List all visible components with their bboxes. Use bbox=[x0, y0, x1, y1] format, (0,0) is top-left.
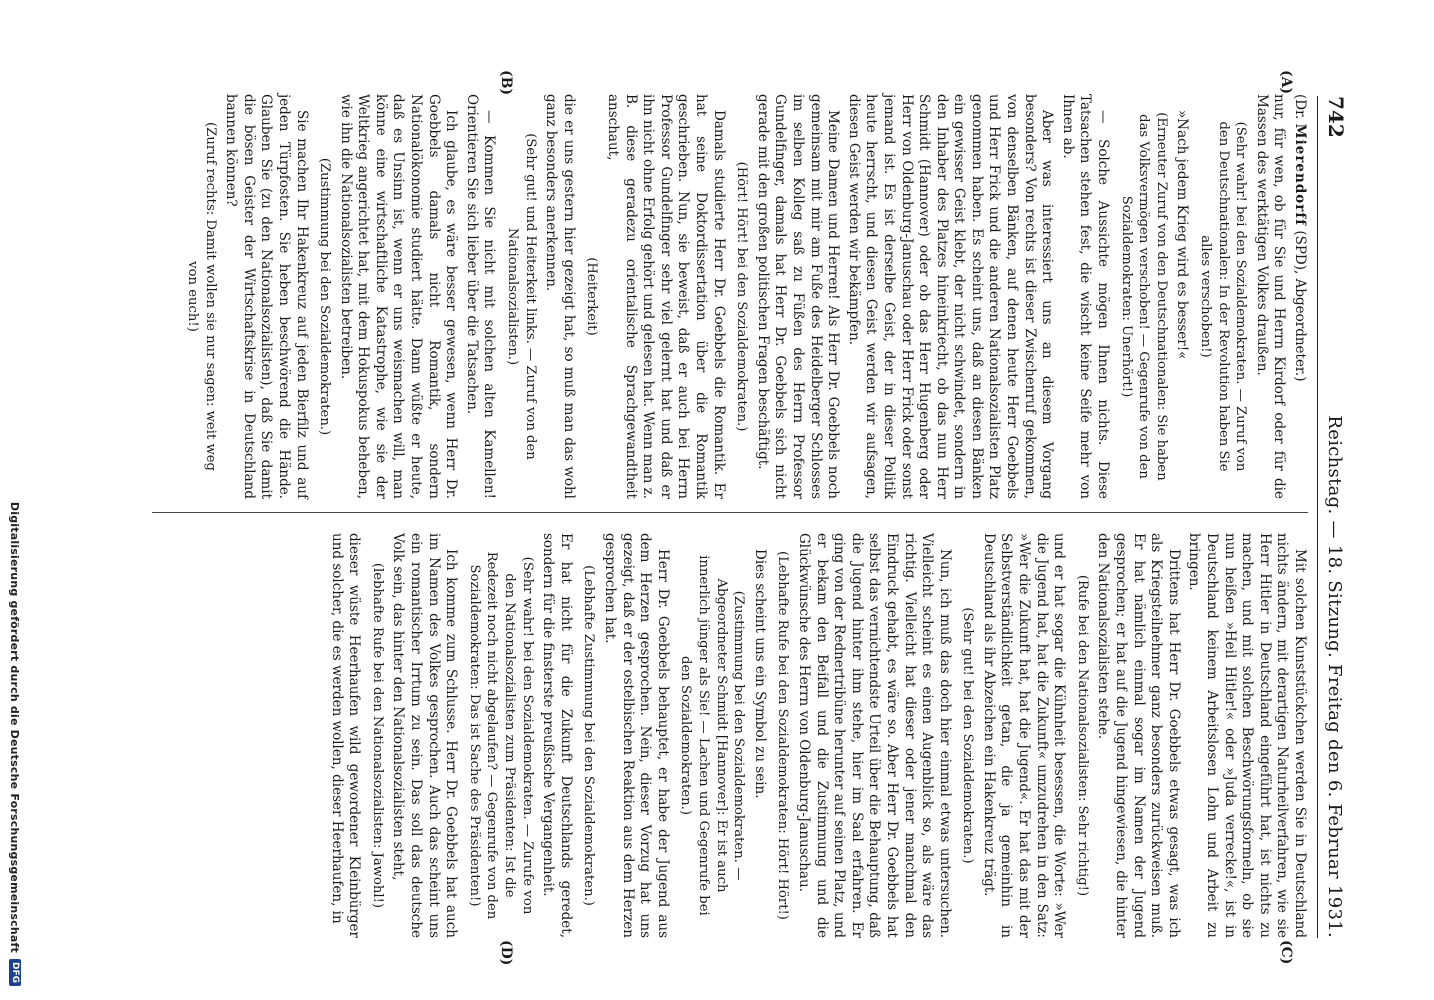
interjection: (Sehr gut! und Heiterkeit links. — Zuruf von den Nationalsozialisten.) bbox=[505, 133, 538, 460]
paragraph: »Nach jedem Krieg wird es besser!« bbox=[1174, 110, 1191, 360]
paragraph: die er uns gestern hier gezeigt hat, so muß man das wohl ganz besonders anerkennen. bbox=[543, 94, 577, 499]
interjection: (Lebhafte Rufe bei den Sozialdemokraten: Hört! Hört!) bbox=[775, 551, 791, 920]
speaker-line bbox=[1290, 94, 1308, 499]
digitization-credit bbox=[4, 0, 26, 1000]
speaker-name: Mierendorff bbox=[1292, 123, 1308, 227]
marker-d: (D) bbox=[498, 940, 514, 966]
interjection: (Heiterkeit) bbox=[584, 257, 600, 336]
paragraph: Sie machen Ihr Hakenkreuz auf jeden Bierfilz und auf jeden Türpfosten. Sie heben beschwörend die Hände. Glauben Sie (zu den Nationalsozialisten), daß Sie damit die bösen Geister der Wirtschaftskrise in Deutschland bannen können? bbox=[223, 94, 310, 499]
paragraph: — Solche Aussichte mögen Ihnen nichts. Diese Tatsachen stehen fest, die wischt keine Seife mehr von Ihnen ab. bbox=[1059, 94, 1112, 499]
speaker-suffix: (SPD), Abgeordneter.) bbox=[1292, 230, 1308, 382]
left-column bbox=[177, 94, 1308, 499]
interjection: (Zuruf rechts: Damit wollen sie nur sagen: weit weg von euch!) bbox=[184, 122, 218, 471]
interjection: (Sehr wahr! bei den Sozialdemokraten. — Zurufe von den Nationalsozialisten zum Präsidenten: Ist die Redezeit noch nicht abgelaufen? — Gegenrufe von den Sozialdemokraten: Das ist Sache des Präsidenten!) bbox=[466, 551, 535, 920]
interjection: (Rufe bei den Nationalsozialisten: Sehr richtig!) bbox=[1074, 574, 1090, 897]
interjection: (Zustimmung bei den Sozialdemokraten. — Abgeordneter Schmidt [Hannover]: Er ist auch innerlich jünger als Sie! — Lachen und Gegenrufe bei den Sozialdemokraten.) bbox=[678, 555, 747, 916]
paragraph: Drittens hat Herr Dr. Goebbels etwas gesagt, was ich als Kriegsteilnehmer ganz besonders zurückweisen muß. Er hat nämlich einmal sogar im Namen der Jugend gesprochen; er hat auf die Jugend hingewiesen, die hinter den Nationalsozialisten stehe. bbox=[1095, 533, 1182, 938]
interjection: (Erneuter Zuruf von den Deutschnationalen: Sie haben das Volksvermögen verschoben! — Gegenrufe von den Sozialdemokraten: Unerhört!) bbox=[1118, 112, 1169, 481]
paragraph: Meine Damen und Herren! Als Herr Dr. Goebbels noch gemeinsam mit mir am Fuße des Heidelberger Schlosses im selben Kolleg saß zu Füßen des Herrn Professor Gundelfinger, damals hat Herr Dr. Goebbels sich nicht gerade mit den großen politischen Fragen beschäftigt. bbox=[754, 94, 842, 499]
credit-text: Digitalisierung gefördert durch die Deutsche Forschungsgemeinschaft bbox=[8, 501, 22, 953]
paragraph: Er hat nicht für die Zukunft Deutschlands geredet, sondern für die finsterste preußische Vergangenheit. bbox=[540, 533, 574, 938]
interjection: (Zustimmung bei den Sozialdemokraten.) bbox=[317, 157, 333, 436]
paragraph: Ich komme zum Schlusse. Herr Dr. Goebbels hat auch im Namen des Volkes gesprochen. Auch das scheint uns ein romantischer Irrtum zu sein. Das soll das deutsche Volk sein, das hinter den Nationalsozialisten steht, bbox=[390, 533, 460, 938]
running-title: Reichstag. — 18. Sitzung. Freitag den 6. Februar 1931. bbox=[1324, 415, 1345, 938]
speaker-prefix: (Dr. bbox=[1292, 94, 1308, 120]
paragraph: und er hat sogar die Kühnheit besessen, die Worte: »Wer die Jugend hat, hat die Zukunft« umzudrehen in den Satz: »Wer die Zukunft hat, hat die Jugend«. Er hat das mit der Selbstverständlichkeit getan, die ja gemeinhin in Deutschland als ihr Abzeichen ein Hakenkreuz trägt. bbox=[980, 533, 1068, 938]
interjection: (lebhafte Rufe bei den Nationalsozialisten: Jawohl!) bbox=[369, 562, 385, 909]
interjection: (Lebhafte Zustimmung bei den Sozialdemokraten.) bbox=[581, 565, 597, 906]
paragraph: Mit solchen Kunststückchen werden Sie in Deutschland nichts ändern, mit derartigen Naturheilverfahren, wie sie Herr Hitler in Deutschland eingeführt hat, ist nichts zu machen, und mit solchen Beschwörungsformeln, ob sie nun heißen »Heil Hitler!« oder »Juda verrecke!«, ist in Deutschland keinem Arbeitslosen Lohn und Arbeit zu bringen. bbox=[1186, 533, 1308, 938]
paragraph: dieser wüste Heerhaufen wild gewordener Kleinbürger und solcher, die es werden wollen, dieser Heerhaufen, in bbox=[328, 533, 363, 938]
paragraph: nur, für wen, ob für Sie und Herrn Kirdorf oder für die Massen des werktätigen Volkes draußen. bbox=[1253, 94, 1288, 499]
right-column bbox=[324, 533, 1308, 938]
paragraph: Aber was interessiert uns an diesem Vorgang besonders? Von rechts ist dieser Zwischenruf gekommen, von denselben Bänken, auf denen heute Herr Goebbels und Herr Frick und die anderen Nationalsozialisten Platz genommen haben. Es scheint uns, daß an diesen Bänken ein gewisser Geist klebt, der nicht schwindet, sondern in den Inhaber des Platzes hineinkriecht, ob das nun Herr Schmidt (Hannover) oder ob das Herr Hugenberg oder Herr von Oldenburg-Januschau oder Herr Frick oder sonst jemand ist. Es ist derselbe Geist, der in dieser Politik heute herrscht, und diesen Geist werden wir aufsagen, diesen Geist werden wir bekämpfen. bbox=[845, 94, 1056, 499]
page-number: 742 bbox=[1324, 96, 1348, 138]
marker-a: (A) bbox=[1278, 70, 1294, 95]
marker-b: (B) bbox=[498, 70, 514, 96]
paragraph: Herr Dr. Goebbels behauptet, er habe der Jugend aus dem Herzen gesprochen. Nein, dieser Vorzug hat uns gezeigt, daß er der ostelbischen Reaktion aus dem Herzen gesprochen hat. bbox=[602, 533, 671, 938]
marker-c: (C) bbox=[1278, 940, 1294, 965]
paragraph: Nun, ich muß das doch hier einmal etwas untersuchen. Vielleicht scheint es einen Augenblick so, als wäre das richtig. Vielleicht hat dieser oder jener manchmal den Eindruck gehabt, es wäre so. Aber Herr Dr. Goebbels hat selbst das vernichtendste Urteil über die Behauptung, daß die Jugend hinter ihm stehe, hier im Saal erfahren. Er ging von der Rednertribüne herunter auf seinen Platz, und er bekam den Beifall und die Zustimmung und die Glückwünsche des Herrn von Oldenburg-Januschau. bbox=[795, 533, 953, 938]
dfg-logo: DFG bbox=[9, 959, 21, 986]
interjection: (Hört! Hört! bei den Sozialdemokraten.) bbox=[734, 161, 750, 432]
interjection: (Sehr gut! bei den Sozialdemokraten.) bbox=[960, 607, 976, 864]
paragraph: — Kommen Sie nicht mit solchen alten Kamellen! Orientieren Sie sich lieber über die Tatsachen. bbox=[463, 94, 498, 499]
interjection: (Sehr wahr! bei den Sozialdemokraten. — Zuruf von den Deutschnationalen: In der Revolution haben Sie alles verschoben!) bbox=[1198, 121, 1249, 472]
paragraph: Damals studierte Herr Dr. Goebbels die Romantik. Er hat seine Doktordissertation über die Romantik geschrieben. Nun, sie beweist, daß er auch bei Herrn Professor Gundelfinger sehr viel gelernt hat und daß er ihn nicht ohne Erfolg gehört und gelesen hat. Wenn man z. B. diese geradezu orientalische Sprachgewandtheit anschaut, bbox=[605, 94, 727, 499]
page-header bbox=[1317, 96, 1348, 938]
paragraph: Ich glaube, es wäre besser gewesen, wenn Herr Dr. Goebbels damals nicht Romantik, sondern Nationalökonomie studiert hätte. Dann wüßte er heute, daß es Unsinn ist, wenn er uns weismachen will, man könne eine wirtschaftliche Katastrophe, wie sie der Weltkrieg angerichtet hat, mit dem Hokuspokus beheben, wie ihn die Nationalsozialisten betreiben. bbox=[337, 94, 460, 499]
column-divider bbox=[152, 512, 1308, 513]
paragraph: Dies scheint uns ein Symbol zu sein. bbox=[751, 549, 768, 799]
